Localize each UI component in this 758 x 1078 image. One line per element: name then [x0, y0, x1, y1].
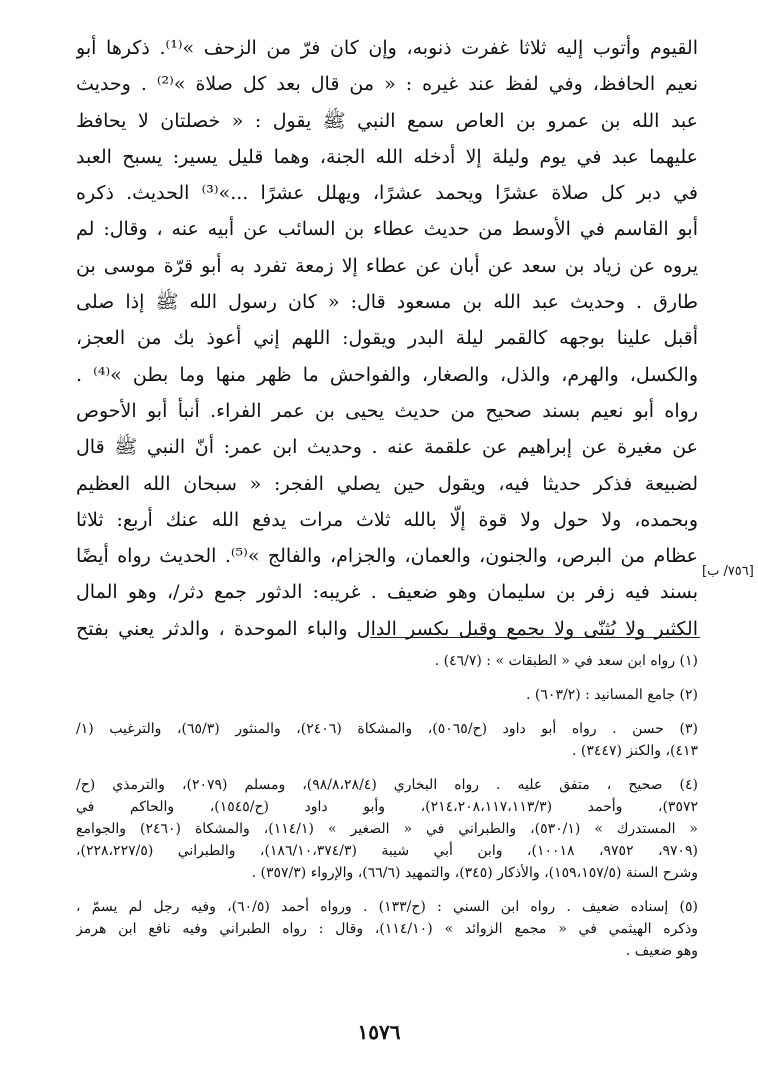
footnote-line: ٤١٣)، والكنز (٣٤٤٧) .	[572, 743, 698, 759]
footnote-line: وهو ضعيف .	[625, 943, 698, 959]
text-line: نعيم الحافظ، وفي لفظ عند غيره : « من قال بعد كل صلاة »⁽²⁾ . وحديث	[76, 73, 698, 96]
text-line: أقبل علينا بوجهه كالقمر ليلة البدر ويقول: اللهم إني أعوذ بك من العجز،	[76, 327, 698, 350]
footnote	[76, 774, 698, 884]
text-line: بسند فيه زفر بن سليمان وهو ضعيف . غريبه: الدثور جمع دثر/، وهو المال	[76, 581, 698, 604]
text-line: رواه أبو نعيم بسند صحيح من حديث يحيى بن عمر الفراء. أنبأ أبو الأحوص	[76, 399, 698, 422]
text-line: الكثير ولا يُثنّى ولا يجمع وقيل بكسر الدال والباء الموحدة ، والدثر يعني بفتح	[76, 617, 698, 640]
footnote	[76, 684, 698, 706]
text-line: القيوم وأتوب إليه ثلاثا غفرت ذنوبه، وإن كان فرّ من الزحف »⁽¹⁾. ذكرها أبو	[76, 37, 698, 59]
footnote-line: (٥) إسناده ضعيف . رواه ابن السني : (ح/١٣٣) . ورواه أحمد (٦٠/٥)، وفيه رجل لم يسمّ ،	[76, 899, 698, 915]
main-text	[76, 30, 698, 647]
footnote-line: (٢) جامع المسانيد : (٦٠٣/٢) .	[526, 687, 698, 703]
footnote-line: (٤) صحيح ، متفق عليه . رواه البخاري (٩٨/٨،٢٨/٤)، ومسلم (٢٠٧٩)، والترمذي (ح/	[76, 777, 698, 793]
text-line: لضبيعة فذكر حديثا فيه، ويقول حين يصلي الفجر: « سبحان الله العظيم	[76, 472, 698, 495]
footnote-line: وذكره الهيثمي في « مجمع الزوائد » (١١٤/١٠)، وقال : رواه الطبراني وفيه نافع ابن هرمز	[76, 921, 698, 937]
footnote-line: (٩٧٠٩، ٩٧٥٢، ١٠٠١٨)، وابن أبي شيبة (١٨٦/١٠،٣٧٤/٣)، والطبراني (٢٢٨،٢٢٧/٥)،	[76, 843, 698, 859]
footnote-separator	[370, 637, 700, 638]
text-line: في دبر كل صلاة عشرًا ويحمد عشرًا، ويهلل عشرًا ...»⁽³⁾ الحديث. ذكره	[76, 182, 698, 205]
text-line: عبد الله بن عمرو بن العاص سمع النبي ﷺ يقول : « خصلتان لا يحافظ	[76, 109, 698, 132]
footnotes	[76, 650, 698, 974]
text-line: عن مغيرة عن إبراهيم عن علقمة عنه . وحديث ابن عمر: أنّ النبي ﷺ قال	[76, 436, 698, 459]
text-line: عظام من البرص، والجنون، والعمان، والجزام، والفالج »⁽⁵⁾. الحديث رواه أيضًا	[76, 545, 698, 568]
footnote	[76, 718, 698, 762]
text-line: والكسل، والهرم، والذل، والصغار، والفواحش ما ظهر منها وما بطن »⁽⁴⁾ .	[76, 363, 698, 386]
footnote-line: وشرح السنة (١٥٩،١٥٧/٥)، والأذكار (٣٤٥)، والتمهيد (٦٦/٦)، والإرواء (٣٥٧/٣) .	[251, 865, 698, 881]
text-line: أبو القاسم في الأوسط من حديث عطاء بن السائب عن أبيه عنه ، وقال: لم	[76, 218, 698, 241]
text-line: يروه عن زياد بن سعد عن أبان عن عطاء إلا زمعة تفرد به أبو قرّة موسى بن	[76, 254, 698, 277]
text-line: طارق . وحديث عبد الله بن مسعود قال: « كان رسول الله ﷺ إذا صلى	[76, 291, 698, 314]
footnote-line: (٣) حسن . رواه أبو داود (ح/٥٠٦٥)، والمشكاة (٢٤٠٦)، والمنثور (٦٥/٣)، والترغيب (١/	[76, 721, 698, 737]
footnote-line: « المستدرك » (٥٣٠/١)، والطبراني في « الصغير » (١١٤/١)، والمشكاة (٢٤٦٠) والجوامع	[76, 821, 698, 837]
footnote	[76, 650, 698, 672]
footnote-line: (١) رواه ابن سعد في « الطبقات » : (٤٦/٧) .	[434, 653, 698, 669]
text-line: عليهما عبد في يوم وليلة إلا أدخله الله الجنة، وهما قليل يسير: يسبح العبد	[76, 145, 698, 168]
page-number: ١٥٧٦	[357, 1020, 401, 1044]
footnote	[76, 896, 698, 962]
manuscript-folio-note: [٧٥٦/ ب]	[702, 564, 754, 579]
text-line: وبحمده، ولا حول ولا قوة إلّا بالله ثلاث مرات يدفع الله عنك أربع: ثلاثا	[76, 508, 698, 531]
footnote-line: ٣٥٧٢)، وأحمد (٢١٤،٢٠٨،١١٧،١١٣/٣)، وأبو داود (ح/١٥٤٥)، والحاكم في	[76, 799, 698, 815]
